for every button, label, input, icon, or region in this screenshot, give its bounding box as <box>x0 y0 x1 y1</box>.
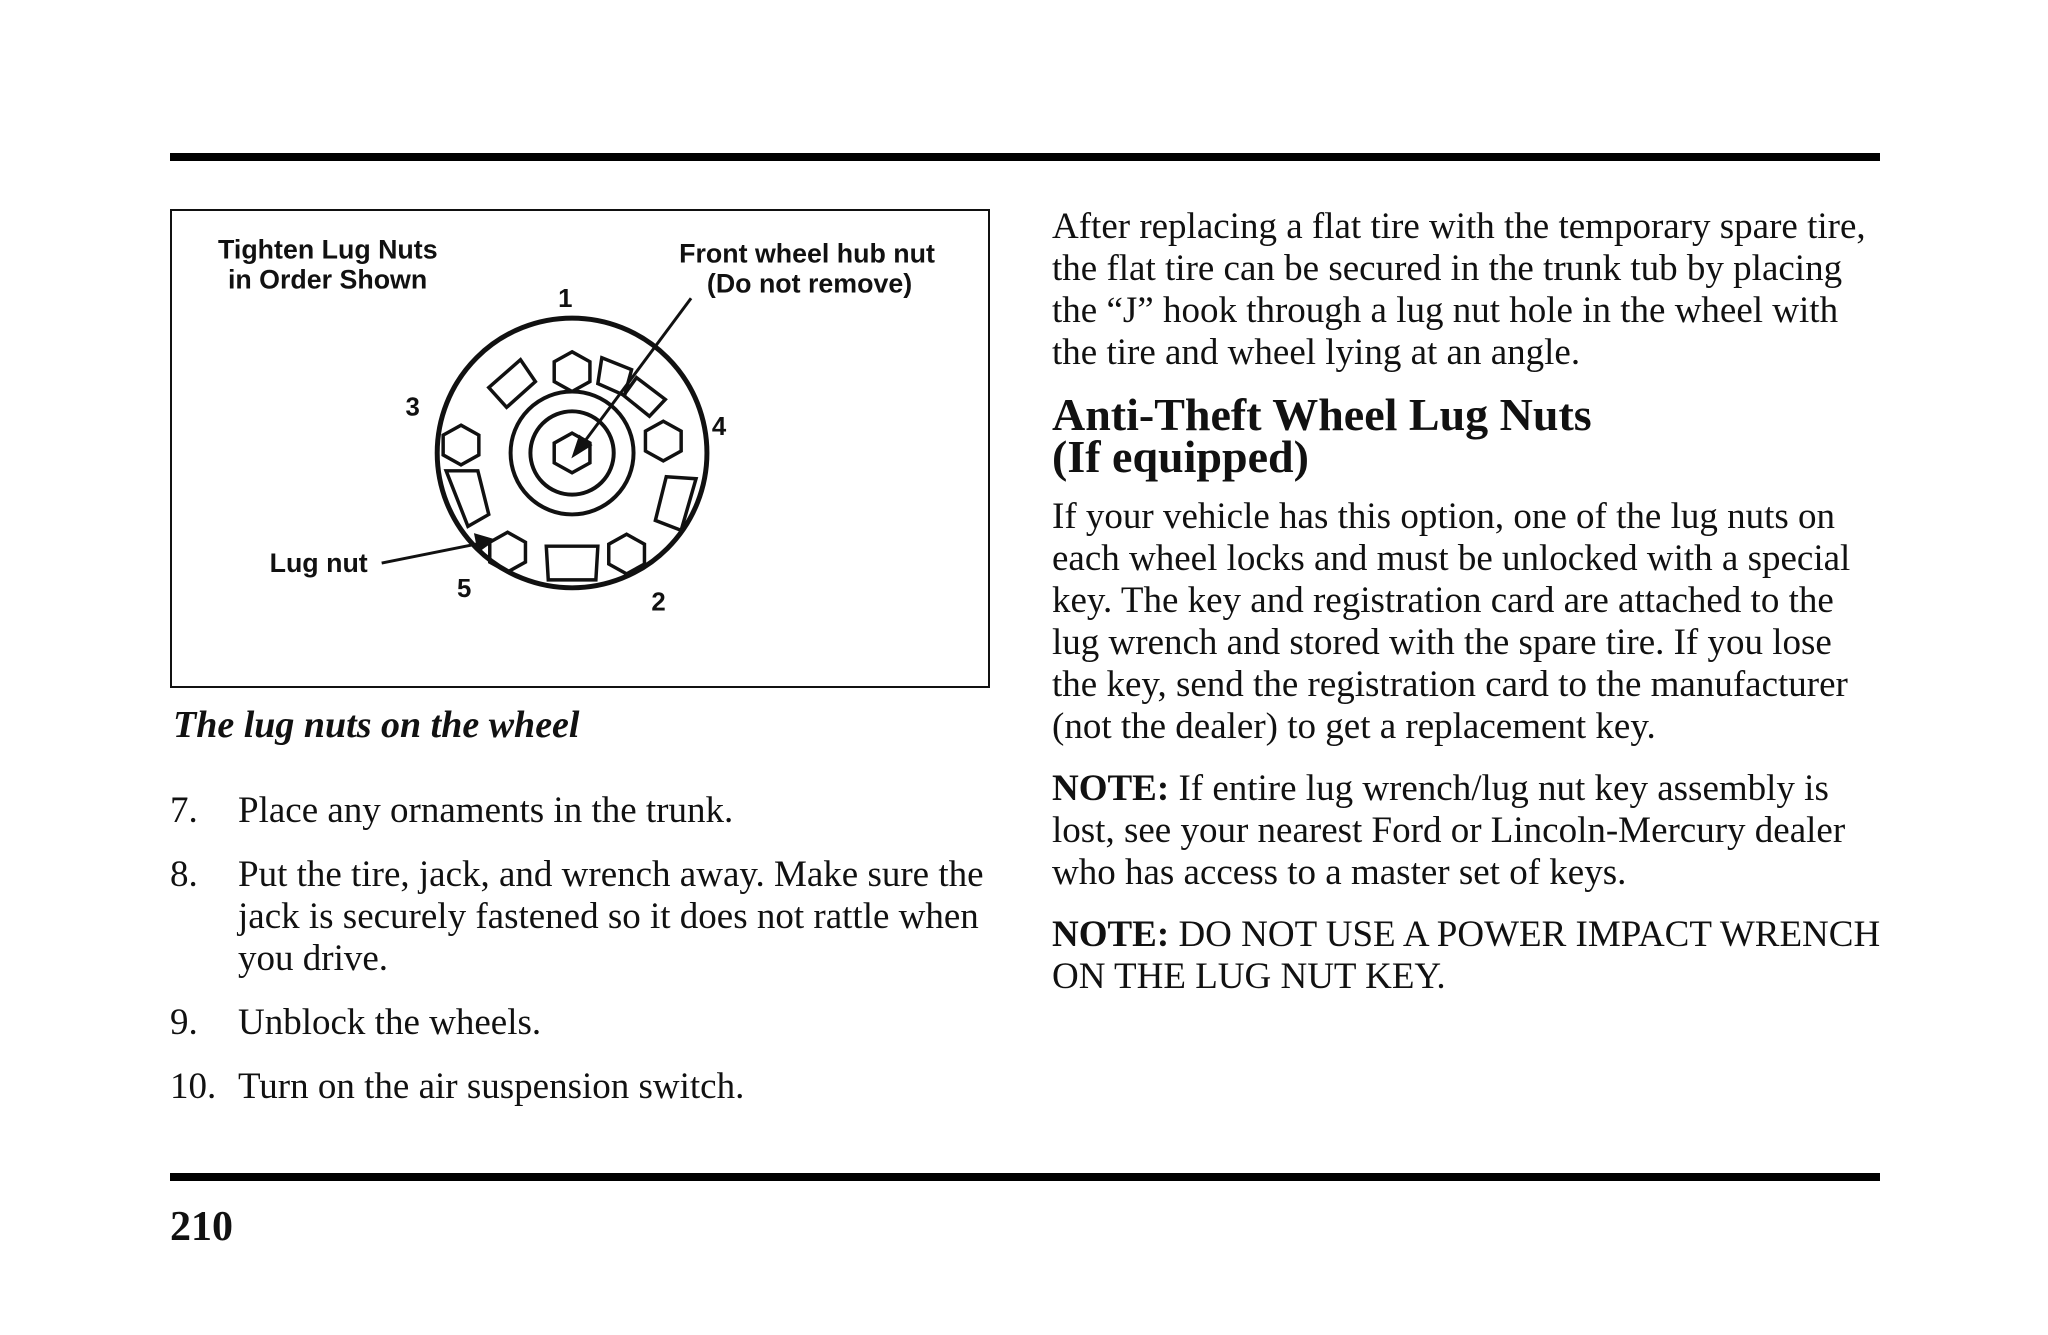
note-text: If entire lug wrench/lug nut key assembly is lost, see your nearest Ford or Lincoln-Mercury dealer who has access to a master set of keys. <box>1052 768 1846 893</box>
order-number-4: 4 <box>711 413 727 442</box>
lug-nut-1-icon <box>554 352 590 392</box>
lug-nut-2-icon <box>609 534 645 574</box>
tighten-label-line2: in Order Shown <box>227 264 428 295</box>
step-text: Unblock the wheels. <box>238 1002 542 1043</box>
lug-nut-label: Lug nut <box>269 547 368 578</box>
list-item <box>170 1002 1000 1044</box>
figure-caption: The lug nuts on the wheel <box>173 704 580 746</box>
bottom-rule <box>170 1173 1880 1181</box>
hub-nut-label-line1: Front wheel hub nut <box>679 238 935 269</box>
lug-nut-figure <box>170 209 990 688</box>
note-label: NOTE: <box>1052 768 1170 809</box>
note-text: DO NOT USE A POWER IMPACT WRENCH ON THE LUG NUT KEY. <box>1052 914 1881 997</box>
page-number: 210 <box>170 1204 233 1250</box>
note-label: NOTE: <box>1052 914 1170 955</box>
step-number: 7. <box>170 790 198 831</box>
intro-paragraph: After replacing a flat tire with the temporary spare tire, the flat tire can be secured in the trunk tub by placing the “J” hook through a lug nut hole in the wheel with the tire and wheel lying at an angle. <box>1052 206 1866 373</box>
step-number: 8. <box>170 854 198 895</box>
order-number-5: 5 <box>457 574 472 603</box>
body-paragraph: If your vehicle has this option, one of the lug nuts on each wheel locks and must be unlocked with a special key. The key and registration card are attached to the lug wrench and stored with the spare tire. If you lose the key, send the registration card to the manufacturer (not the dealer) to get a replacement key. <box>1052 496 1851 747</box>
section-heading <box>1052 389 1884 482</box>
hub-nut-label-line2: (Do not remove) <box>706 268 913 299</box>
lug-nut-5-icon <box>490 532 526 572</box>
step-text: Put the tire, jack, and wrench away. Make sure the jack is securely fastened so it does not rattle when you drive. <box>238 854 984 979</box>
order-number-1: 1 <box>558 285 573 314</box>
order-number-2: 2 <box>651 588 666 617</box>
list-item <box>170 790 1000 832</box>
lug-nut-4-icon <box>645 421 681 461</box>
list-item <box>170 1066 1000 1108</box>
section-heading-line2: (If equipped) <box>1052 431 1309 482</box>
section-heading-line1: Anti-Theft Wheel Lug Nuts <box>1052 389 1592 440</box>
note-paragraph-2 <box>1052 914 1884 998</box>
note-paragraph-1 <box>1052 768 1884 894</box>
tighten-label-line1: Tighten Lug Nuts <box>218 234 438 265</box>
lug-nut-3-icon <box>443 425 479 465</box>
list-item <box>170 854 1000 980</box>
right-column <box>1052 206 1884 1018</box>
top-rule <box>170 153 1880 161</box>
step-list <box>170 790 1000 1130</box>
step-text: Place any ornaments in the trunk. <box>238 790 734 831</box>
step-number: 9. <box>170 1002 198 1043</box>
order-number-3: 3 <box>405 393 420 422</box>
step-number: 10. <box>170 1066 217 1107</box>
wheel-diagram <box>172 211 988 686</box>
step-text: Turn on the air suspension switch. <box>238 1066 745 1107</box>
